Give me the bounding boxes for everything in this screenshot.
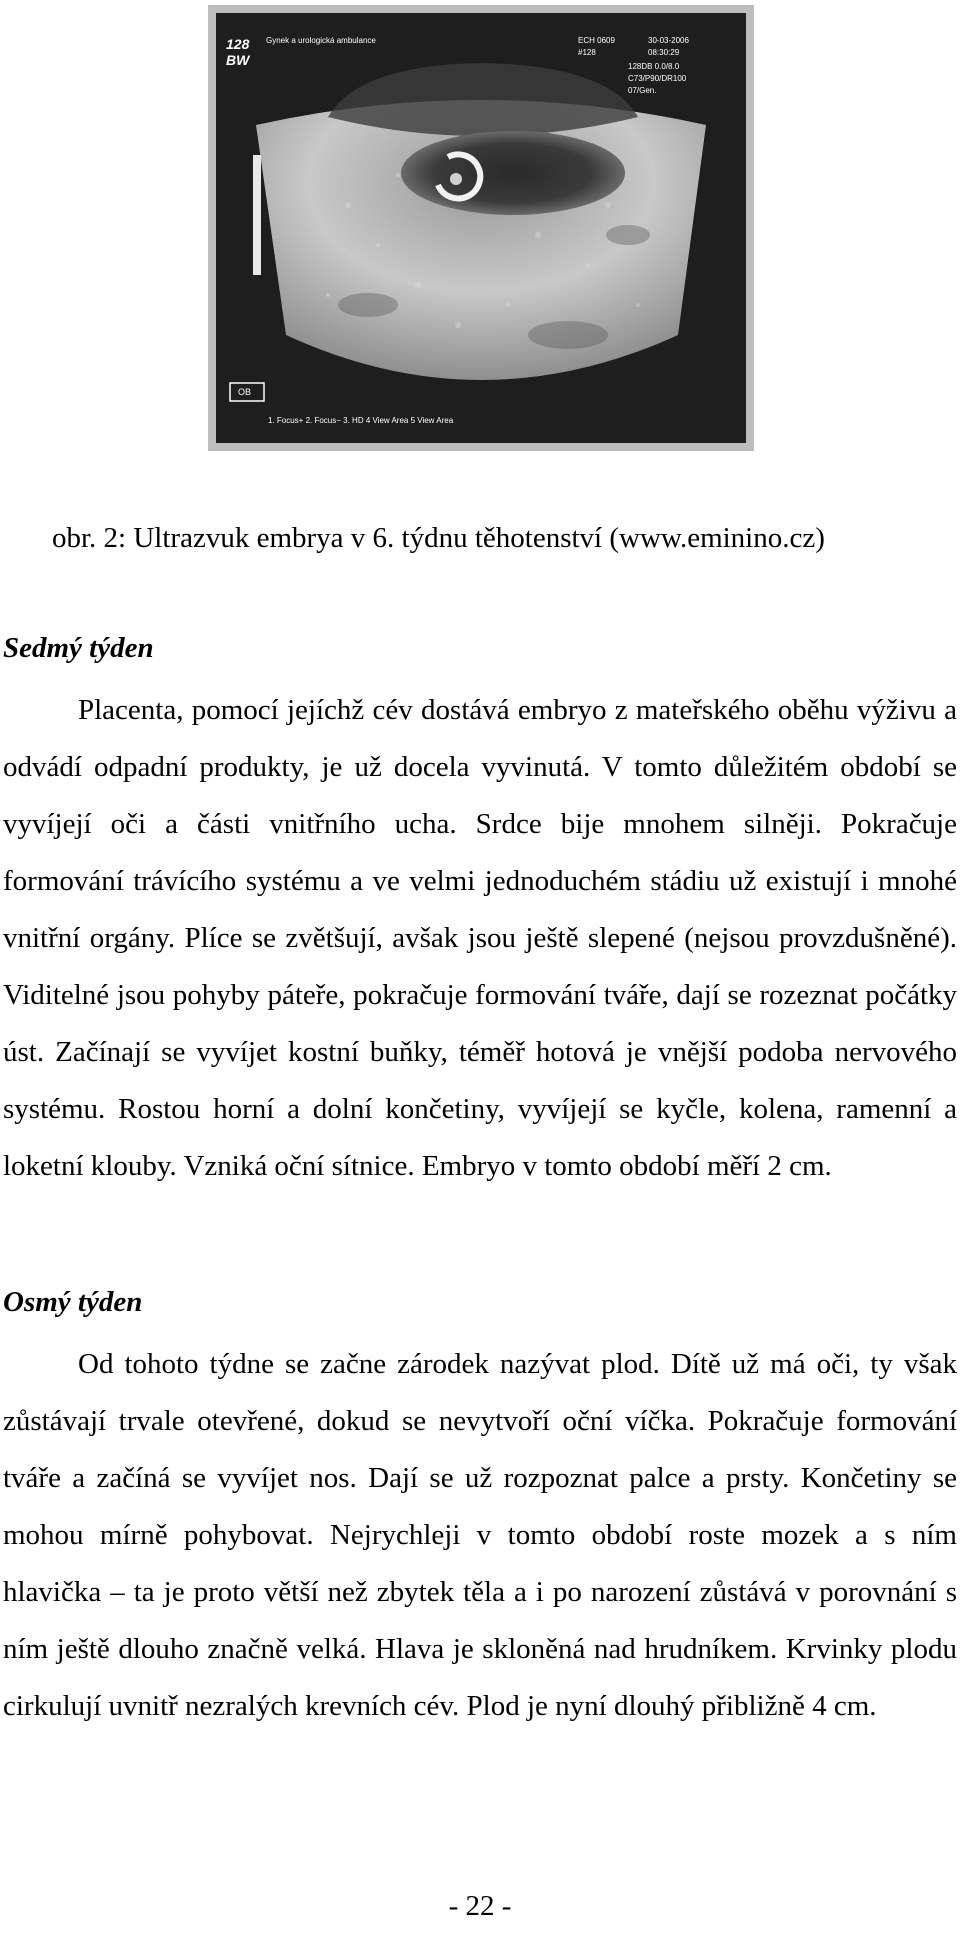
section-paragraph-week-8 <box>3 1336 957 1735</box>
section-heading-week-8: Osmý týden <box>3 1286 143 1318</box>
overlay-settings-2: C73/P90/DR100 <box>628 74 687 83</box>
section-text-week-8: Od tohoto týdne se začne zárodek nazývat plod. Dítě už má oči, ty však zůstávají trvale otevřené, dokud se nevytvoří oční víčka. Pokračuje formování tváře a začíná se vyvíjet nos. Dají se už rozpoznat palce a prsty. Končetiny se mohou mírně pohybovat. Nejrychleji v tomto období roste mozek a s ním hlavička – ta je proto větší než zbytek těla a i po narození zůstává v porovnání s ním ještě dlouho značně velká. Hlava je skloněná nad hrudníkem. Krvinky plodu cirkulují uvnitř nezralých krevních cév. Plod je nyní dlouhý přibližně 4 cm. <box>3 1348 957 1722</box>
page-number: - 22 - <box>448 1890 512 1922</box>
section-text-week-7: Placenta, pomocí jejíchž cév dostává embryo z mateřského oběhu výživu a odvádí odpadní produkty, je už docela vyvinutá. V tomto důležitém období se vyvíjejí oči a části vnitřního ucha. Srdce bije mnohem silněji. Pokračuje formování trávícího systému a ve velmi jednoduchém stádiu už existují i mnohé vnitřní orgány. Plíce se zvětšují, avšak jsou ještě slepené (nejsou provzdušněné). Viditelné jsou pohyby páteře, pokračuje formování tváře, dají se rozeznat počátky úst. Začínají se vyvíjet kostní buňky, téměř hotová je vnější podoba nervového systému. Rostou horní a dolní končetiny, vyvíjejí se kyčle, kolena, ramenní a loketní klouby. Vzniká oční sítnice. Embryo v tomto období měří 2 cm. <box>3 694 957 1182</box>
section-heading-week-7: Sedmý týden <box>3 632 154 664</box>
overlay-id: #128 <box>578 48 596 57</box>
overlay-header: Gynek a urologická ambulance <box>266 36 376 45</box>
overlay-menu: 1. Focus+ 2. Focus− 3. HD 4 View Area 5 View Area <box>268 416 454 425</box>
overlay-frame-number: 128 <box>226 36 250 52</box>
figure-caption: obr. 2: Ultrazvuk embrya v 6. týdnu těhotenství (www.eminino.cz) <box>52 522 825 554</box>
overlay-ob-label: OB <box>238 387 252 397</box>
overlay-date: 30-03-2006 <box>648 36 689 45</box>
overlay-settings-3: 07/Gen. <box>628 86 657 95</box>
overlay-mode: BW <box>226 52 250 68</box>
overlay-settings-1: 128DB 0.0/8.0 <box>628 62 680 71</box>
section-paragraph-week-7 <box>3 682 957 1195</box>
overlay-time: 08:30:29 <box>648 48 680 57</box>
ultrasound-image <box>208 5 754 451</box>
overlay-device: ECH 0609 <box>578 36 615 45</box>
